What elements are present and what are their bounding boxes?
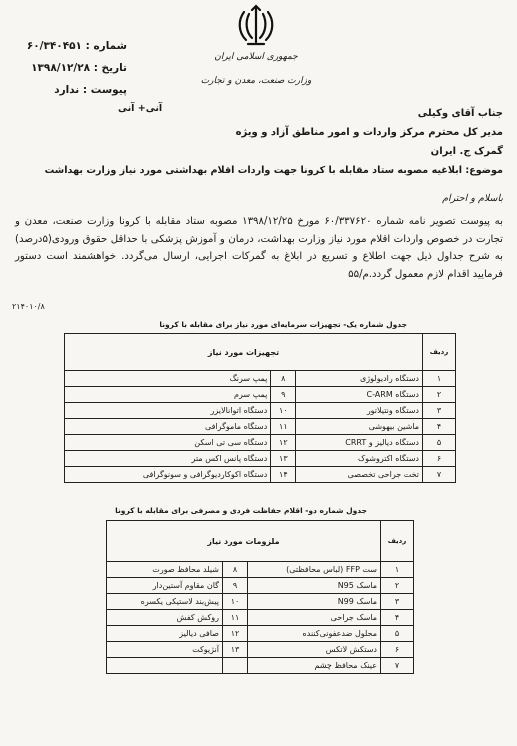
table2-caption: جدول شماره دو- اقلام حفاظت فردی و مصرفی برای مقابله با کرونا bbox=[115, 506, 367, 515]
row-index: ۱ bbox=[381, 562, 414, 578]
item-name: ماسک N99 bbox=[247, 594, 380, 610]
recipient-title: مدیر کل محترم مرکز واردات و امور مناطق آزاد و ویژه bbox=[235, 127, 503, 138]
table-row bbox=[65, 387, 456, 403]
item-name: تخت جراحی تخصصی bbox=[296, 467, 423, 483]
row-index-2: ۱۲ bbox=[271, 435, 296, 451]
item-name-2: پیش‌بند لاستیکی یکسره bbox=[107, 594, 223, 610]
row-index: ۶ bbox=[381, 642, 414, 658]
equipment-table-body bbox=[65, 371, 456, 483]
iran-emblem-icon bbox=[234, 4, 278, 48]
row-index: ۷ bbox=[423, 467, 456, 483]
row-index-2: ۱۱ bbox=[222, 610, 247, 626]
row-index-2: ۱۳ bbox=[222, 642, 247, 658]
item-name: عینک محافظ چشم bbox=[247, 658, 380, 674]
table-row bbox=[65, 371, 456, 387]
item-name-2: آنژیوکت bbox=[107, 642, 223, 658]
row-index-2: ۱۴ bbox=[271, 467, 296, 483]
org-line-2: وزارت صنعت، معدن و تجارت bbox=[200, 76, 312, 86]
row-index-2 bbox=[222, 658, 247, 674]
row-index: ۵ bbox=[381, 626, 414, 642]
reference-code: ۲۱۴۰۱۰/۸ bbox=[12, 302, 45, 311]
equipment-table bbox=[64, 333, 456, 483]
row-index: ۳ bbox=[423, 403, 456, 419]
col-title-header: ملزومات مورد نیاز bbox=[107, 521, 381, 562]
recipient-name: جناب آقای وکیلی bbox=[417, 108, 503, 119]
item-name-2: دستگاه سی تی اسکن bbox=[65, 435, 271, 451]
item-name-2: دستگاه اکوکاردیوگرافی و سونوگرافی bbox=[65, 467, 271, 483]
row-index-2: ۱۰ bbox=[222, 594, 247, 610]
item-name-2: گان مقاوم آستین‌دار bbox=[107, 578, 223, 594]
table-row bbox=[65, 435, 456, 451]
col-index-header: ردیف bbox=[381, 521, 414, 562]
item-name: دستگاه C-ARM bbox=[296, 387, 423, 403]
table-row bbox=[65, 451, 456, 467]
item-name: ماسک جراحی bbox=[247, 610, 380, 626]
col-index-header: ردیف bbox=[423, 334, 456, 371]
row-index: ۳ bbox=[381, 594, 414, 610]
item-name: دستکش لاتکس bbox=[247, 642, 380, 658]
item-name-2: دستگاه پانس اکس متر bbox=[65, 451, 271, 467]
table-row bbox=[107, 610, 414, 626]
letter-date: تاریخ : ۱۳۹۸/۱۲/۲۸ bbox=[31, 62, 127, 74]
table-row bbox=[107, 626, 414, 642]
row-index-2: ۸ bbox=[222, 562, 247, 578]
row-index-2: ۹ bbox=[271, 387, 296, 403]
row-index-2: ۱۱ bbox=[271, 419, 296, 435]
letter-body: به پیوست تصویر نامه شماره ۶۰/۳۳۷۶۲۰ مورخ ۱۳۹۸/۱۲/۲۵ مصوبه ستاد مقابله با کرونا وزارت صنعت، معدن و تجارت در خصوص واردات اقلام مورد نیاز وزارت بهداشت، درمان و آموزش پزشکی با حداقل حقوق ورودی(۵درصد) به شرح جداول ذیل جهت اطلاع و تسریع در ابلاغ به گمرکات اجرایی، ارسال می‌گردد. خواهشمند است دستور فرمایید اقدام لازم معمول گردد.م/۵۵ bbox=[15, 216, 503, 280]
row-index: ۱ bbox=[423, 371, 456, 387]
table-row bbox=[107, 578, 414, 594]
greeting: باسلام و احترام bbox=[442, 193, 503, 204]
row-index-2: ۱۰ bbox=[271, 403, 296, 419]
table-row bbox=[107, 642, 414, 658]
urgency-mark: آنی+ آنی bbox=[118, 103, 163, 114]
item-name-2: پمپ سرنگ bbox=[65, 371, 271, 387]
item-name: دستگاه رادیولوژی bbox=[296, 371, 423, 387]
table-row bbox=[65, 419, 456, 435]
item-name: محلول ضدعفونی‌کننده bbox=[247, 626, 380, 642]
row-index: ۲ bbox=[423, 387, 456, 403]
row-index: ۲ bbox=[381, 578, 414, 594]
table-row bbox=[65, 403, 456, 419]
item-name-2: دستگاه ماموگرافی bbox=[65, 419, 271, 435]
supplies-table bbox=[106, 520, 414, 674]
org-line-1: جمهوری اسلامی ایران bbox=[214, 52, 298, 62]
table-row bbox=[107, 562, 414, 578]
row-index: ۷ bbox=[381, 658, 414, 674]
item-name-2: روکش کفش bbox=[107, 610, 223, 626]
letter-attachment-value: ندارد bbox=[54, 84, 80, 96]
table-row bbox=[65, 467, 456, 483]
row-index: ۴ bbox=[381, 610, 414, 626]
col-title-header: تجهیزات مورد نیاز bbox=[65, 334, 423, 371]
item-name: دستگاه اکتروشوک bbox=[296, 451, 423, 467]
item-name-2 bbox=[107, 658, 223, 674]
letter-attachment: پیوست : ندارد bbox=[54, 84, 127, 96]
letter-number-value: ۶۰/۳۴۰۴۵۱ bbox=[26, 40, 82, 52]
subject-line: موضوع: ابلاغیه مصوبه ستاد مقابله با کرونا جهت واردات اقلام بهداشتی مورد نیاز وزارت بهداشت bbox=[44, 165, 503, 176]
table-row bbox=[107, 594, 414, 610]
table-header-row bbox=[107, 521, 414, 562]
row-index: ۶ bbox=[423, 451, 456, 467]
item-name: دستگاه دیالیز و CRRT bbox=[296, 435, 423, 451]
table-header-row bbox=[65, 334, 456, 371]
table1-caption: جدول شماره یک- تجهیزات سرمایه‌ای مورد نیاز برای مقابله با کرونا bbox=[159, 320, 407, 329]
letter-date-value: ۱۳۹۸/۱۲/۲۸ bbox=[31, 62, 91, 74]
table-row bbox=[107, 658, 414, 674]
item-name-2: دستگاه اتوانالایزر bbox=[65, 403, 271, 419]
row-index-2: ۱۲ bbox=[222, 626, 247, 642]
item-name: دستگاه ونتیلاتور bbox=[296, 403, 423, 419]
row-index: ۵ bbox=[423, 435, 456, 451]
item-name-2: پمپ سرم bbox=[65, 387, 271, 403]
item-name-2: شیلد محافظ صورت bbox=[107, 562, 223, 578]
recipient-org: گمرک ج. ایران bbox=[430, 146, 503, 157]
letter-number: شماره : ۶۰/۳۴۰۴۵۱ bbox=[26, 40, 127, 52]
row-index-2: ۹ bbox=[222, 578, 247, 594]
item-name: ست FFP (لباس محافظتی) bbox=[247, 562, 380, 578]
item-name: ماشین بیهوشی bbox=[296, 419, 423, 435]
row-index: ۴ bbox=[423, 419, 456, 435]
row-index-2: ۱۳ bbox=[271, 451, 296, 467]
item-name: ماسک N95 bbox=[247, 578, 380, 594]
row-index-2: ۸ bbox=[271, 371, 296, 387]
supplies-table-body bbox=[107, 562, 414, 674]
item-name-2: صافی دیالیز bbox=[107, 626, 223, 642]
